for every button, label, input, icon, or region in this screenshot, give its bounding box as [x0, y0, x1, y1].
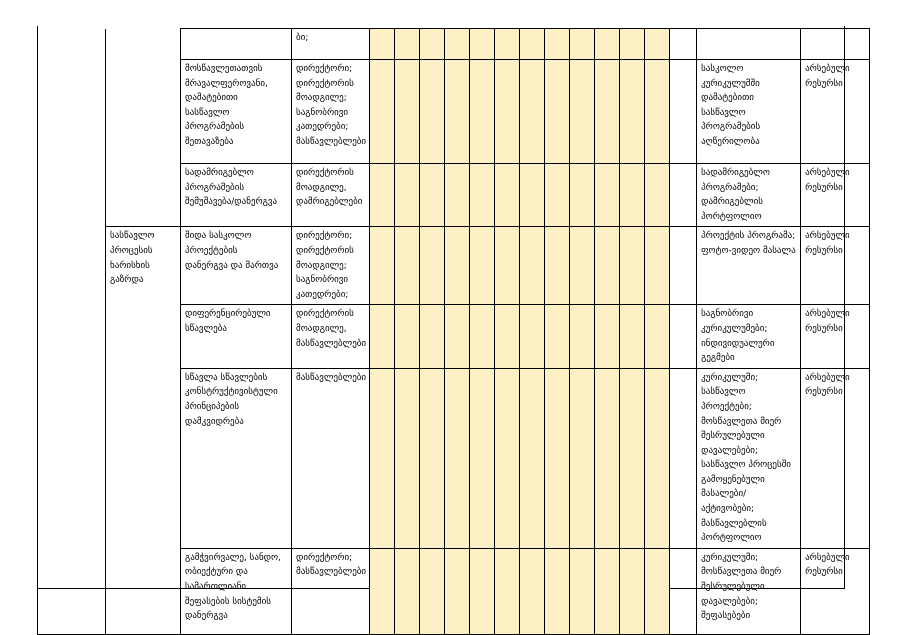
- activity-cell: სადამრიგებლო პროგრამების შემუშავება/დანერგვა: [181, 164, 292, 227]
- indicator-cell: პროექტის პროგრამა; ფოტო-ვიდეო მასალა: [697, 227, 801, 305]
- timeline-cell: [445, 60, 470, 164]
- activity-cell: შიდა სასკოლო პროექტების დანერგვა და მართვა: [181, 227, 292, 305]
- resources-cell: არსებული რესურსი: [801, 60, 870, 164]
- resources-cell: არსებული რესურსი: [801, 548, 870, 634]
- timeline-cell: [420, 60, 445, 164]
- timeline-cell: [570, 368, 595, 548]
- timeline-cell: [495, 164, 520, 227]
- responsible-cell: ბი;: [292, 29, 370, 60]
- timeline-cell: [395, 368, 420, 548]
- timeline-cell: [370, 305, 395, 368]
- timeline-cell: [470, 164, 495, 227]
- timeline-cell: [370, 368, 395, 548]
- timeline-cell: [645, 60, 670, 164]
- timeline-cell: [420, 305, 445, 368]
- responsible-cell: დირექტორის მოადგილე, დამრიგებლები: [292, 164, 370, 227]
- direction-cell: [106, 29, 181, 227]
- timeline-cell: [595, 548, 620, 634]
- activity-cell: დიფერენცირებული სწავლება: [181, 305, 292, 368]
- responsible-cell: დირექტორი; დირექტორის მოადგილე; საგნობრივი კათედრები;: [292, 227, 370, 305]
- timeline-cell: [570, 548, 595, 634]
- table-row: [38, 227, 870, 305]
- timeline-cell: [520, 29, 545, 60]
- timeline-cell: [520, 227, 545, 305]
- indicator-cell: კურიკულუმი; მოსწავლეთა მიერ შესრულებული დავალებები; შეფასებები: [697, 548, 801, 634]
- timeline-cell: [470, 227, 495, 305]
- timeline-cell: [445, 305, 470, 368]
- timeline-cell: [470, 60, 495, 164]
- action-plan-table-wrapper: [37, 28, 870, 635]
- timeline-cell: [620, 164, 645, 227]
- timeline-cell: [595, 164, 620, 227]
- timeline-cell: [545, 227, 570, 305]
- timeline-cell: [545, 305, 570, 368]
- timeline-cell: [645, 227, 670, 305]
- timeline-cell: [545, 29, 570, 60]
- timeline-cell: [395, 305, 420, 368]
- timeline-cell: [445, 548, 470, 634]
- timeline-cell: [420, 29, 445, 60]
- timeline-cell: [470, 368, 495, 548]
- timeline-cell: [570, 227, 595, 305]
- timeline-cell: [370, 548, 395, 634]
- timeline-cell: [495, 305, 520, 368]
- timeline-cell: [520, 60, 545, 164]
- direction-cell: სასწავლო პროცესის ხარისხის გაზრდა: [106, 227, 181, 634]
- resources-cell: [801, 29, 870, 60]
- blank-cell: [670, 548, 697, 634]
- timeline-cell: [595, 368, 620, 548]
- activity-cell: გამჭვირვალე, სანდო, ობიექტური და სამართლიანი შეფასების სისტემის დანერგვა: [181, 548, 292, 634]
- timeline-cell: [445, 29, 470, 60]
- timeline-cell: [420, 164, 445, 227]
- timeline-cell: [645, 305, 670, 368]
- timeline-cell: [570, 60, 595, 164]
- timeline-cell: [445, 164, 470, 227]
- timeline-cell: [395, 548, 420, 634]
- timeline-cell: [445, 227, 470, 305]
- responsible-cell: დირექტორის მოადგილე, მასწავლებლები: [292, 305, 370, 368]
- timeline-cell: [545, 60, 570, 164]
- timeline-cell: [470, 29, 495, 60]
- timeline-cell: [370, 164, 395, 227]
- timeline-cell: [545, 548, 570, 634]
- timeline-cell: [495, 368, 520, 548]
- timeline-cell: [420, 227, 445, 305]
- timeline-cell: [620, 368, 645, 548]
- timeline-cell: [620, 227, 645, 305]
- timeline-cell: [395, 164, 420, 227]
- blank-cell: [670, 164, 697, 227]
- blank-cell: [670, 305, 697, 368]
- indicator-cell: კურიკულუმი; სასწავლო პროექტები; მოსწავლეთა მიერ შესრულებული დავალებები; სასწავლო პროცესში გამოყენებული მასალები/აქტივობები; მასწავლებლის პორტფოლიო: [697, 368, 801, 548]
- responsible-cell: მასწავლებლები: [292, 368, 370, 548]
- timeline-cell: [420, 548, 445, 634]
- timeline-cell: [370, 60, 395, 164]
- indicator-cell: [697, 29, 801, 60]
- resources-cell: არსებული რესურსი: [801, 368, 870, 548]
- timeline-cell: [595, 227, 620, 305]
- blank-cell: [670, 227, 697, 305]
- timeline-cell: [520, 164, 545, 227]
- timeline-cell: [470, 305, 495, 368]
- timeline-cell: [645, 368, 670, 548]
- timeline-cell: [420, 368, 445, 548]
- timeline-cell: [545, 368, 570, 548]
- resources-cell: არსებული რესურსი: [801, 305, 870, 368]
- blank-cell: [670, 29, 697, 60]
- timeline-cell: [445, 368, 470, 548]
- timeline-cell: [370, 227, 395, 305]
- timeline-cell: [620, 29, 645, 60]
- timeline-cell: [570, 29, 595, 60]
- timeline-cell: [520, 548, 545, 634]
- timeline-cell: [645, 164, 670, 227]
- activity-cell: [181, 29, 292, 60]
- timeline-cell: [395, 227, 420, 305]
- resources-cell: არსებული რესურსი: [801, 164, 870, 227]
- timeline-cell: [620, 60, 645, 164]
- timeline-cell: [495, 60, 520, 164]
- activity-cell: სწავლა სწავლების კონსტრუქტივისტული პრინციპების დამკვიდრება: [181, 368, 292, 548]
- timeline-cell: [395, 29, 420, 60]
- timeline-cell: [495, 227, 520, 305]
- action-plan-table: [37, 28, 870, 635]
- timeline-cell: [595, 29, 620, 60]
- timeline-cell: [545, 164, 570, 227]
- table-row: [38, 29, 870, 60]
- indicator-cell: საგნობრივი კურიკულუმები; ინდივიდუალური გეგმები: [697, 305, 801, 368]
- blank-cell: [670, 368, 697, 548]
- timeline-cell: [570, 305, 595, 368]
- activity-cell: მოსწავლეთათვის მრავალფეროვანი, დამატებითი სასწავლო პროგრამების შეთავაზება: [181, 60, 292, 164]
- timeline-cell: [495, 548, 520, 634]
- timeline-cell: [520, 368, 545, 548]
- responsible-cell: დირექტორი; დირექტორის მოადგილე; საგნობრივი კათედრები; მასწავლებლები: [292, 60, 370, 164]
- timeline-cell: [520, 305, 545, 368]
- timeline-cell: [370, 29, 395, 60]
- timeline-cell: [645, 548, 670, 634]
- timeline-cell: [595, 60, 620, 164]
- resources-cell: არსებული რესურსი: [801, 227, 870, 305]
- timeline-cell: [595, 305, 620, 368]
- timeline-cell: [470, 548, 495, 634]
- responsible-cell: დირექტორი; მასწავლებლები: [292, 548, 370, 634]
- goal-cell: [38, 29, 106, 635]
- indicator-cell: სადამრიგებლო პროგრამები; დამრიგებლის პორტფოლიო: [697, 164, 801, 227]
- timeline-cell: [395, 60, 420, 164]
- timeline-cell: [620, 548, 645, 634]
- timeline-cell: [645, 29, 670, 60]
- indicator-cell: სასკოლო კურიკულუმში დამატებითი სასწავლო პროგრამების აღწერილობა: [697, 60, 801, 164]
- timeline-cell: [620, 305, 645, 368]
- timeline-cell: [570, 164, 595, 227]
- blank-cell: [670, 60, 697, 164]
- timeline-cell: [495, 29, 520, 60]
